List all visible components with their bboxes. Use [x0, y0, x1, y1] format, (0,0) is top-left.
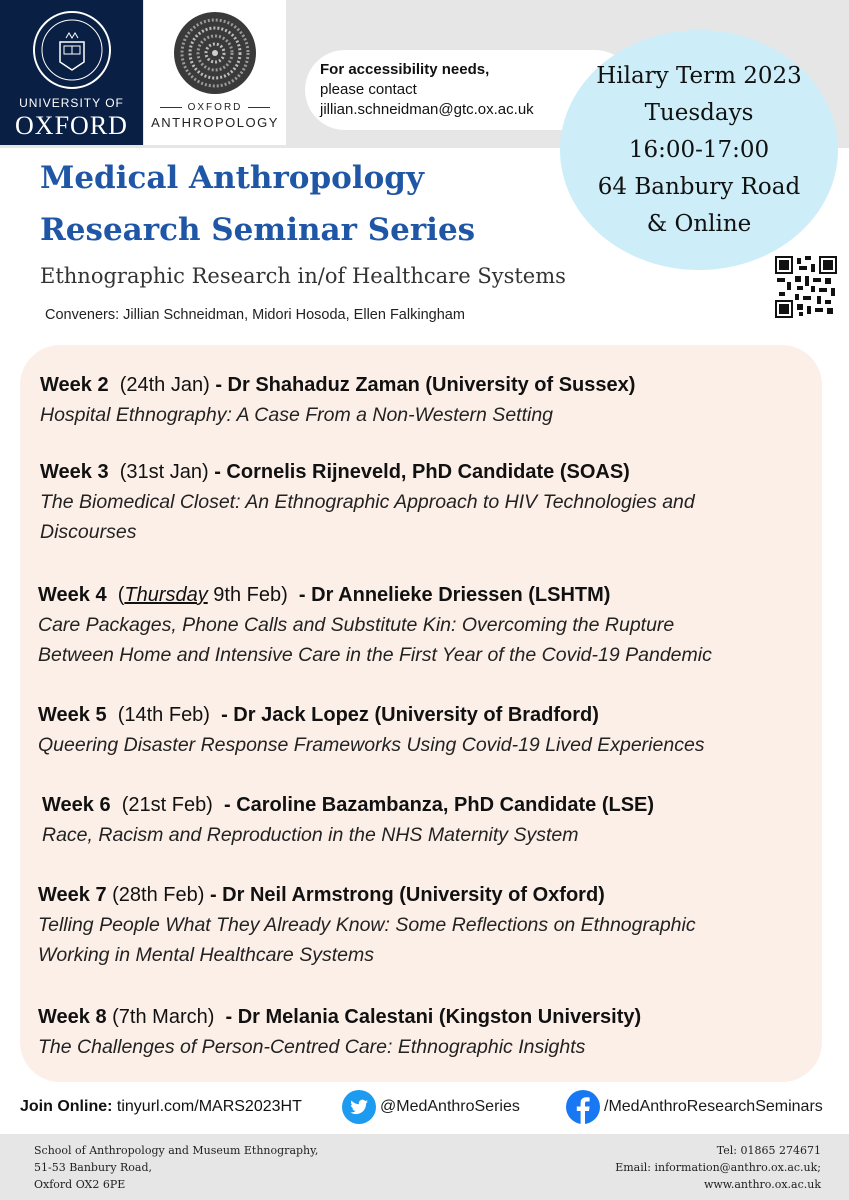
oxford-logo — [0, 0, 143, 145]
week-date-rest: 9th Feb) — [207, 584, 288, 606]
week-date-open: ( — [117, 584, 125, 606]
qr-code-icon[interactable] — [775, 256, 837, 318]
anthropology-oxford-line: OXFORD — [160, 102, 271, 113]
accessibility-email[interactable]: jillian.schneidman@gtc.ox.ac.uk — [320, 101, 534, 118]
week-entry — [38, 1002, 641, 1062]
week-entry — [38, 880, 696, 970]
week-label: Week 3 — [40, 461, 109, 483]
facebook-link[interactable] — [566, 1090, 823, 1124]
week-label: Week 8 — [38, 1006, 107, 1028]
conveners-line: Conveners: Jillian Schneidman, Midori Hosoda, Ellen Falkingham — [45, 307, 465, 323]
address-line-1: School of Anthropology and Museum Ethnography, — [34, 1144, 319, 1157]
oxford-crest-icon — [30, 8, 114, 92]
address-footer — [0, 1134, 849, 1200]
week-date: (24th Jan) — [119, 374, 210, 396]
contact-phone: Tel: 01865 274671 — [716, 1144, 821, 1157]
seminar-schedule — [20, 345, 822, 1082]
talk-title: Care Packages, Phone Calls and Substitute Kin: Overcoming the Rupture — [38, 614, 675, 636]
address-line-3: Oxford OX2 6PE — [34, 1178, 126, 1191]
week-date: (7th March) — [112, 1006, 215, 1028]
woven-basket-icon — [172, 10, 258, 96]
term-day: Tuesdays — [644, 99, 754, 126]
week-label: Week 4 — [38, 584, 107, 606]
term-info-circle — [560, 30, 838, 270]
talk-title: The Challenges of Person-Centred Care: Ethnographic Insights — [38, 1036, 586, 1058]
week-entry — [38, 580, 712, 670]
title-line-2: Research Seminar Series — [40, 212, 476, 248]
talk-title: Queering Disaster Response Frameworks Using Covid-19 Lived Experiences — [38, 734, 705, 756]
anthropology-logo — [144, 0, 286, 145]
week-speaker: - Dr Neil Armstrong (University of Oxford) — [209, 884, 605, 906]
page-subtitle: Ethnographic Research in/of Healthcare Systems — [40, 264, 566, 288]
title-line-1: Medical Anthropology — [40, 160, 424, 196]
week-date: (14th Feb) — [117, 704, 210, 726]
oxford-name: OXFORD — [15, 111, 128, 140]
join-link[interactable]: tinyurl.com/MARS2023HT — [116, 1098, 302, 1115]
talk-title: The Biomedical Closet: An Ethnographic Approach to HIV Technologies and — [40, 491, 695, 513]
week-label: Week 7 — [38, 884, 107, 906]
facebook-icon — [566, 1090, 600, 1124]
week-date: (31st Jan) — [119, 461, 209, 483]
talk-title-continued: Between Home and Intensive Care in the First Year of the Covid-19 Pandemic — [38, 644, 712, 666]
talk-title: Race, Racism and Reproduction in the NHS Maternity System — [42, 824, 579, 846]
week-date: (21st Feb) — [121, 794, 213, 816]
week-date: (28th Feb) — [112, 884, 205, 906]
term-name: Hilary Term 2023 — [596, 62, 802, 89]
week-speaker: - Dr Jack Lopez (University of Bradford) — [221, 704, 599, 726]
week-speaker: - Dr Shahaduz Zaman (University of Sussex) — [215, 374, 636, 396]
week-label: Week 5 — [38, 704, 107, 726]
page-title — [40, 152, 475, 256]
join-label: Join Online: — [20, 1098, 113, 1115]
footer-links — [0, 1088, 849, 1130]
contact-website[interactable]: www.anthro.ox.ac.uk — [703, 1178, 821, 1191]
contact-email[interactable]: Email: information@anthro.ox.ac.uk; — [615, 1161, 821, 1174]
week-speaker: - Cornelis Rijneveld, PhD Candidate (SOAS) — [214, 461, 630, 483]
join-online — [20, 1098, 302, 1116]
talk-title: Hospital Ethnography: A Case From a Non-Western Setting — [40, 404, 554, 426]
address-line-2: 51-53 Banbury Road, — [34, 1161, 153, 1174]
term-online: & Online — [646, 210, 752, 237]
week-speaker: - Dr Melania Calestani (Kingston University) — [225, 1006, 642, 1028]
twitter-icon — [342, 1090, 376, 1124]
week-entry — [40, 457, 695, 547]
term-venue: 64 Banbury Road — [597, 173, 801, 200]
week-entry — [40, 370, 635, 430]
oxford-university-line: UNIVERSITY OF — [19, 96, 124, 110]
twitter-link[interactable] — [342, 1090, 520, 1124]
week-entry — [38, 700, 705, 760]
postal-address — [34, 1142, 318, 1193]
week-speaker: - Caroline Bazambanza, PhD Candidate (LSE) — [223, 794, 655, 816]
talk-title-continued: Working in Mental Healthcare Systems — [38, 944, 374, 966]
twitter-handle[interactable]: @MedAnthroSeries — [380, 1098, 520, 1115]
talk-title: Telling People What They Already Know: Some Reflections on Ethnographic — [38, 914, 696, 936]
term-time: 16:00-17:00 — [628, 136, 770, 163]
anthropology-word: ANTHROPOLOGY — [151, 115, 279, 130]
week-speaker: - Dr Annelieke Driessen (LSHTM) — [298, 584, 611, 606]
accessibility-heading: For accessibility needs, — [320, 61, 490, 78]
talk-title-continued: Discourses — [40, 521, 137, 543]
week-entry — [42, 790, 654, 850]
week-date-day: Thursday — [124, 584, 208, 606]
week-label: Week 2 — [40, 374, 109, 396]
facebook-page[interactable]: /MedAnthroResearchSeminars — [604, 1098, 823, 1115]
accessibility-contact-label: please contact — [320, 81, 417, 98]
contact-details — [615, 1142, 821, 1193]
week-label: Week 6 — [42, 794, 111, 816]
